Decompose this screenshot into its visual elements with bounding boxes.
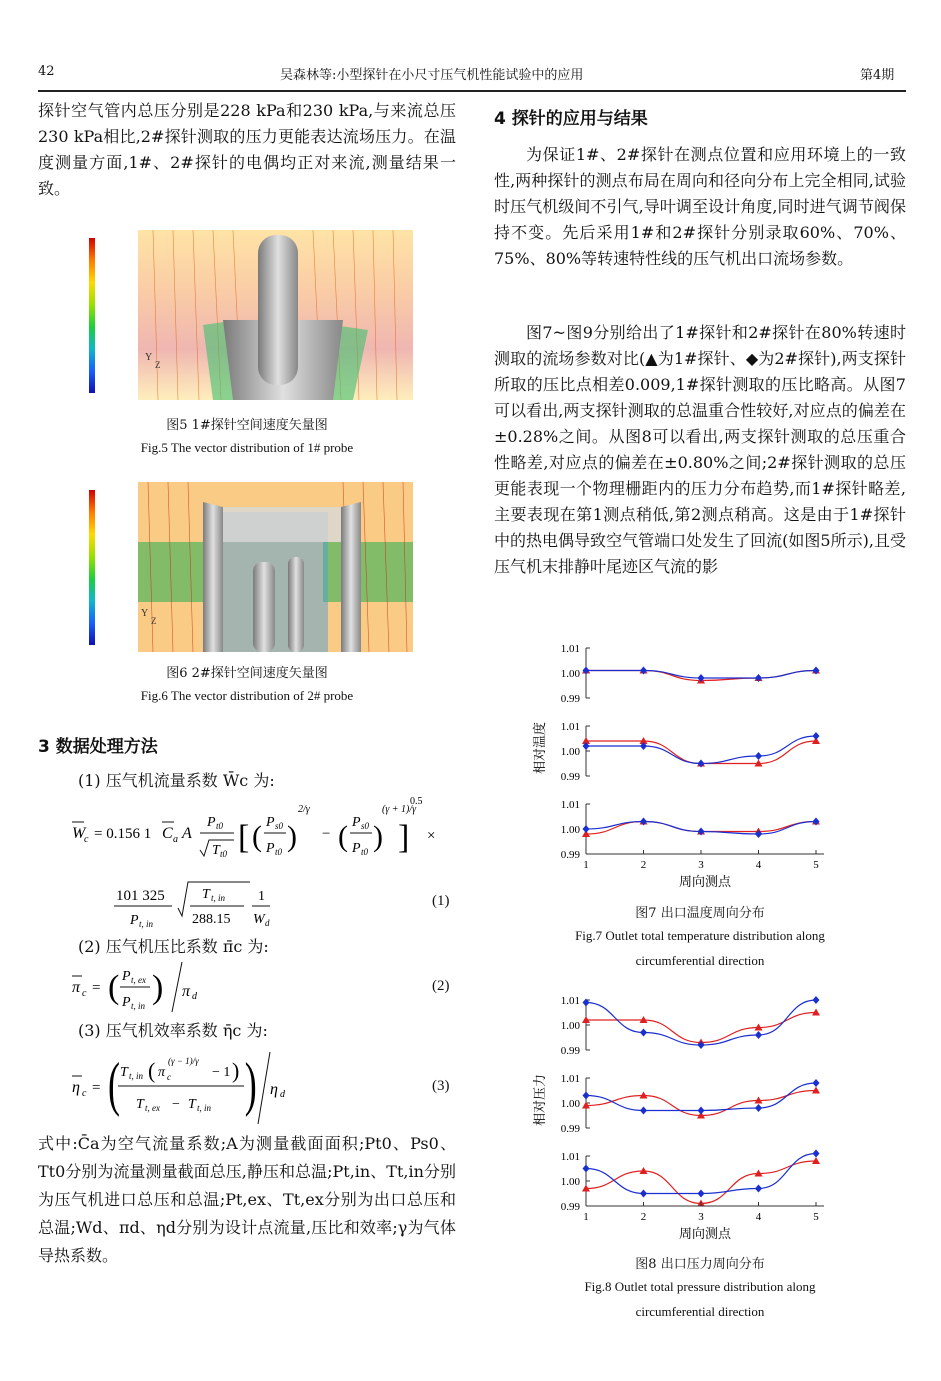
svg-text:π: π — [72, 979, 81, 996]
svg-text:t, in: t, in — [139, 919, 154, 929]
svg-text:): ) — [152, 969, 164, 1006]
fig7-x-axis-label: 周向测点 — [678, 874, 732, 889]
equation-3-number: (3) — [432, 1078, 450, 1094]
svg-text:101 325: 101 325 — [116, 888, 165, 904]
svg-text:P: P — [122, 995, 131, 1010]
svg-text:c: c — [167, 1072, 171, 1082]
fig8-point-diamond — [698, 1107, 705, 1115]
svg-text:t, in: t, in — [211, 893, 226, 903]
svg-text:P: P — [122, 969, 131, 984]
fig8-y-tick-label: 0.99 — [560, 1201, 580, 1213]
page-number: 42 — [38, 64, 55, 79]
item-3-label: (3) 压气机效率系数 η̄c 为: — [78, 1021, 268, 1040]
fig8-point-diamond — [755, 1031, 762, 1039]
fig7-y-tick-label: 1.01 — [560, 721, 580, 733]
fig7-point-diamond — [755, 752, 762, 760]
svg-text:−: − — [322, 826, 331, 842]
svg-text:1: 1 — [258, 889, 265, 904]
fig8-y-tick-label: 1.01 — [560, 1073, 580, 1085]
fig7-y-tick-label: 0.99 — [560, 693, 580, 705]
svg-text:[: [ — [238, 819, 250, 856]
fig8-y-tick-label: 0.99 — [560, 1123, 580, 1135]
svg-text:t, in: t, in — [197, 1103, 212, 1113]
fig7-y-tick-label: 1.00 — [560, 746, 580, 758]
fig8-point-diamond — [813, 996, 820, 1004]
svg-text:c: c — [82, 1088, 87, 1099]
fig8-x-tick-label: 5 — [813, 1211, 819, 1223]
item-1-label: (1) 压气机流量系数 W̄c 为: — [78, 771, 275, 790]
svg-text:t, ex: t, ex — [131, 975, 146, 985]
fig8-point-diamond — [698, 1190, 705, 1198]
svg-text:(γ + 1)/γ: (γ + 1)/γ — [382, 804, 417, 815]
svg-text:Z: Z — [151, 616, 157, 626]
fig8-panels — [561, 995, 824, 1223]
fig7-panels — [561, 643, 824, 871]
svg-text:P: P — [207, 815, 216, 830]
fig8-caption-cn: 图8 出口压力周向分布 — [635, 1257, 765, 1272]
fig7-point-diamond — [583, 825, 590, 833]
svg-text:): ) — [244, 1050, 257, 1118]
fig8-point-diamond — [813, 1150, 820, 1158]
svg-text:=: = — [92, 980, 101, 996]
right-paragraph-1: 为保证1#、2#探针在测点位置和应用环境上的一致性,两种探针的测点布局在周向和径向分布上完全相同,试验时压气机级间不引气,导叶调至设计角度,同时进气调节阀保持不变。先后采用1#和2#探针分别录取60%、70%、75%、80%等转速特性线的压气机出口流场参数。 — [494, 145, 906, 268]
fig7-series-line-2-2 — [586, 736, 816, 764]
fig7-y-tick-label: 0.99 — [560, 771, 580, 783]
fig8-x-tick-label: 2 — [640, 1211, 647, 1223]
svg-text:(: ( — [108, 1050, 120, 1118]
fig7-y-axis-label: 相对温度 — [532, 721, 547, 775]
fig7-y-tick-label: 1.00 — [560, 824, 580, 836]
svg-text:s0: s0 — [275, 821, 284, 831]
svg-text:Y: Y — [141, 608, 149, 619]
section-3-heading: 3 数据处理方法 — [38, 737, 158, 757]
svg-text:T: T — [120, 1065, 128, 1080]
svg-text:t0: t0 — [275, 847, 283, 857]
fig8-point-diamond — [755, 1185, 762, 1193]
svg-text:(: ( — [148, 1058, 156, 1083]
svg-text:−: − — [172, 1097, 180, 1112]
svg-text:]: ] — [398, 819, 410, 856]
fig7-x-tick-label: 2 — [640, 859, 647, 871]
svg-text:t0: t0 — [220, 849, 228, 859]
svg-text:s0: s0 — [361, 821, 370, 831]
svg-text:d: d — [280, 1089, 285, 1100]
fig8-caption-en-2: circumferential direction — [635, 1304, 765, 1319]
svg-text:2/γ: 2/γ — [298, 804, 310, 815]
header-rule — [38, 90, 906, 92]
svg-text:(: ( — [252, 820, 262, 853]
svg-text:W: W — [253, 912, 265, 927]
fig8-y-tick-label: 1.01 — [560, 1151, 580, 1163]
svg-text:): ) — [232, 1058, 240, 1083]
fig8-point-diamond — [583, 1092, 590, 1100]
fig6-caption-en: Fig.6 The vector distribution of 2# probe — [140, 688, 354, 703]
right-paragraph-2: 图7~图9分别给出了1#探针和2#探针在80%转速时测取的流场参数对比(▲为1#探针、◆为2#探针),两支探针所取的压比点相差0.009,1#探针测取的压比略高。从图7可以看出,两支探针测取的总温重合性较好,对应点的偏差在±0.28%之间。从图8可以看出,两支探针测取的总压重合性略差,对应点的偏差在±0.80%之间;2#探针测取的总压更能表现一个物理栅距内的压力分布趋势,而1#探针略差,主要表现在第1测点稍低,第2测点稍高。这是由于1#探针中的热电偶导致空气管端口处发生了回流(如图5所示),且受压气机末排静叶尾迹区气流的影 — [494, 323, 906, 576]
fig8-y-tick-label: 1.01 — [560, 995, 580, 1007]
svg-text:− 1: − 1 — [212, 1065, 231, 1080]
fig8-series-line-1-1 — [586, 1013, 816, 1043]
fig7-chart — [520, 638, 850, 900]
equation-1-number: (1) — [432, 893, 450, 909]
svg-text:Y: Y — [145, 352, 153, 363]
fig7-y-tick-label: 0.99 — [560, 849, 580, 861]
svg-text:= 0.156 1: = 0.156 1 — [94, 826, 152, 842]
item-2-label: (2) 压气机压比系数 π̄c 为: — [78, 937, 269, 956]
fig7-caption-en-1: Fig.7 Outlet total temperature distribution along — [575, 928, 825, 943]
fig7-x-tick-label: 4 — [755, 859, 762, 871]
svg-text:t, in: t, in — [131, 1001, 146, 1011]
svg-text:η: η — [270, 1081, 278, 1098]
fig8-y-tick-label: 1.00 — [560, 1098, 580, 1110]
svg-text:T: T — [136, 1097, 144, 1112]
running-title: 吴森林等:小型探针在小尺寸压气机性能试验中的应用 — [280, 68, 584, 83]
fig7-point-diamond — [813, 732, 820, 740]
equation-1 — [72, 790, 462, 930]
svg-text:P: P — [352, 841, 361, 856]
fig8-y-tick-label: 0.99 — [560, 1045, 580, 1057]
svg-text:t, in: t, in — [129, 1071, 144, 1081]
fig5-caption-en: Fig.5 The vector distribution of 1# probe — [140, 440, 354, 455]
svg-text:Z: Z — [155, 360, 161, 370]
fig5-caption-cn: 图5 1#探针空间速度矢量图 — [166, 418, 328, 433]
fig8-point-diamond — [813, 1079, 820, 1087]
svg-text:W: W — [72, 825, 86, 842]
fig8-point-diamond — [640, 1029, 647, 1037]
svg-text:P: P — [130, 913, 139, 928]
svg-text:(: ( — [108, 969, 120, 1006]
svg-text:P: P — [266, 815, 275, 830]
fig7-caption-cn: 图7 出口温度周向分布 — [635, 906, 765, 921]
fig8-series-line-3-2 — [586, 1154, 816, 1194]
svg-text:c: c — [84, 834, 89, 845]
svg-text:P: P — [352, 815, 361, 830]
fig7-y-tick-label: 1.01 — [560, 643, 580, 655]
svg-text:T: T — [188, 1097, 196, 1112]
fig8-chart — [520, 990, 850, 1252]
svg-text:T: T — [212, 843, 220, 858]
fig8-point-diamond — [583, 1165, 590, 1173]
fig7-x-tick-label: 3 — [698, 859, 704, 871]
svg-text:P: P — [266, 841, 275, 856]
fig8-point-diamond — [755, 1104, 762, 1112]
issue-number: 第4期 — [860, 68, 895, 83]
equation-2-number: (2) — [432, 978, 450, 994]
section-4-heading: 4 探针的应用与结果 — [494, 109, 648, 129]
fig8-y-tick-label: 1.00 — [560, 1176, 580, 1188]
svg-text:π: π — [182, 983, 191, 1000]
fig8-y-axis-label: 相对压力 — [532, 1073, 547, 1127]
equation-3 — [72, 1046, 372, 1128]
fig8-x-tick-label: 1 — [583, 1211, 589, 1223]
svg-text:288.15: 288.15 — [192, 912, 231, 927]
svg-text:t0: t0 — [361, 847, 369, 857]
fig7-y-tick-label: 1.01 — [560, 799, 580, 811]
svg-text:π: π — [158, 1065, 166, 1080]
svg-text:a: a — [173, 834, 178, 845]
svg-text:C: C — [162, 825, 173, 842]
svg-text:η: η — [72, 1079, 80, 1096]
fig6-caption-cn: 图6 2#探针空间速度矢量图 — [166, 666, 328, 681]
fig6-vector-image — [83, 482, 413, 652]
equation-2 — [72, 958, 332, 1014]
symbol-definitions: 式中:C̄a为空气流量系数;A为测量截面面积;Pt0、Ps0、Tt0分别为流量测量截面总压,静压和总温;Pt,in、Tt,in分别为压气机进口总压和总温;Pt,ex、Tt,ex分别为出口总压和总温;Wd、πd、ηd分别为设计点流量,压比和效率;γ为气体导热系数。 — [38, 1134, 456, 1265]
svg-text:d: d — [192, 991, 197, 1002]
svg-text:(γ − 1)/γ: (γ − 1)/γ — [168, 1056, 199, 1066]
svg-text:t0: t0 — [216, 821, 224, 831]
svg-text:=: = — [92, 1080, 101, 1096]
fig8-x-axis-label: 周向测点 — [678, 1226, 732, 1241]
svg-text:A: A — [182, 825, 192, 842]
fig5-vector-image — [83, 230, 413, 400]
fig8-x-tick-label: 4 — [755, 1211, 762, 1223]
fig8-caption-en-1: Fig.8 Outlet total pressure distribution along — [584, 1279, 816, 1294]
fig8-x-tick-label: 3 — [698, 1211, 704, 1223]
svg-text:): ) — [287, 820, 297, 853]
fig8-point-diamond — [640, 1107, 647, 1115]
left-paragraph-1: 探针空气管内总压分别是228 kPa和230 kPa,与来流总压230 kPa相比,2#探针测取的压力更能表达流场压力。在温度测量方面,1#、2#探针的电偶均正对来流,测量结果一致。 — [38, 101, 456, 198]
svg-text:(: ( — [338, 820, 348, 853]
svg-text:): ) — [373, 820, 383, 853]
svg-text:T: T — [202, 887, 210, 902]
svg-text:×: × — [427, 828, 436, 844]
svg-text:t, ex: t, ex — [145, 1103, 160, 1113]
svg-text:c: c — [82, 988, 87, 999]
fig7-x-tick-label: 1 — [583, 859, 589, 871]
fig7-y-tick-label: 1.00 — [560, 668, 580, 680]
svg-text:d: d — [265, 918, 270, 928]
fig7-x-tick-label: 5 — [813, 859, 819, 871]
fig7-caption-en-2: circumferential direction — [635, 953, 765, 968]
fig8-point-diamond — [640, 1190, 647, 1198]
fig8-y-tick-label: 1.00 — [560, 1020, 580, 1032]
svg-text:0.5: 0.5 — [410, 796, 423, 807]
